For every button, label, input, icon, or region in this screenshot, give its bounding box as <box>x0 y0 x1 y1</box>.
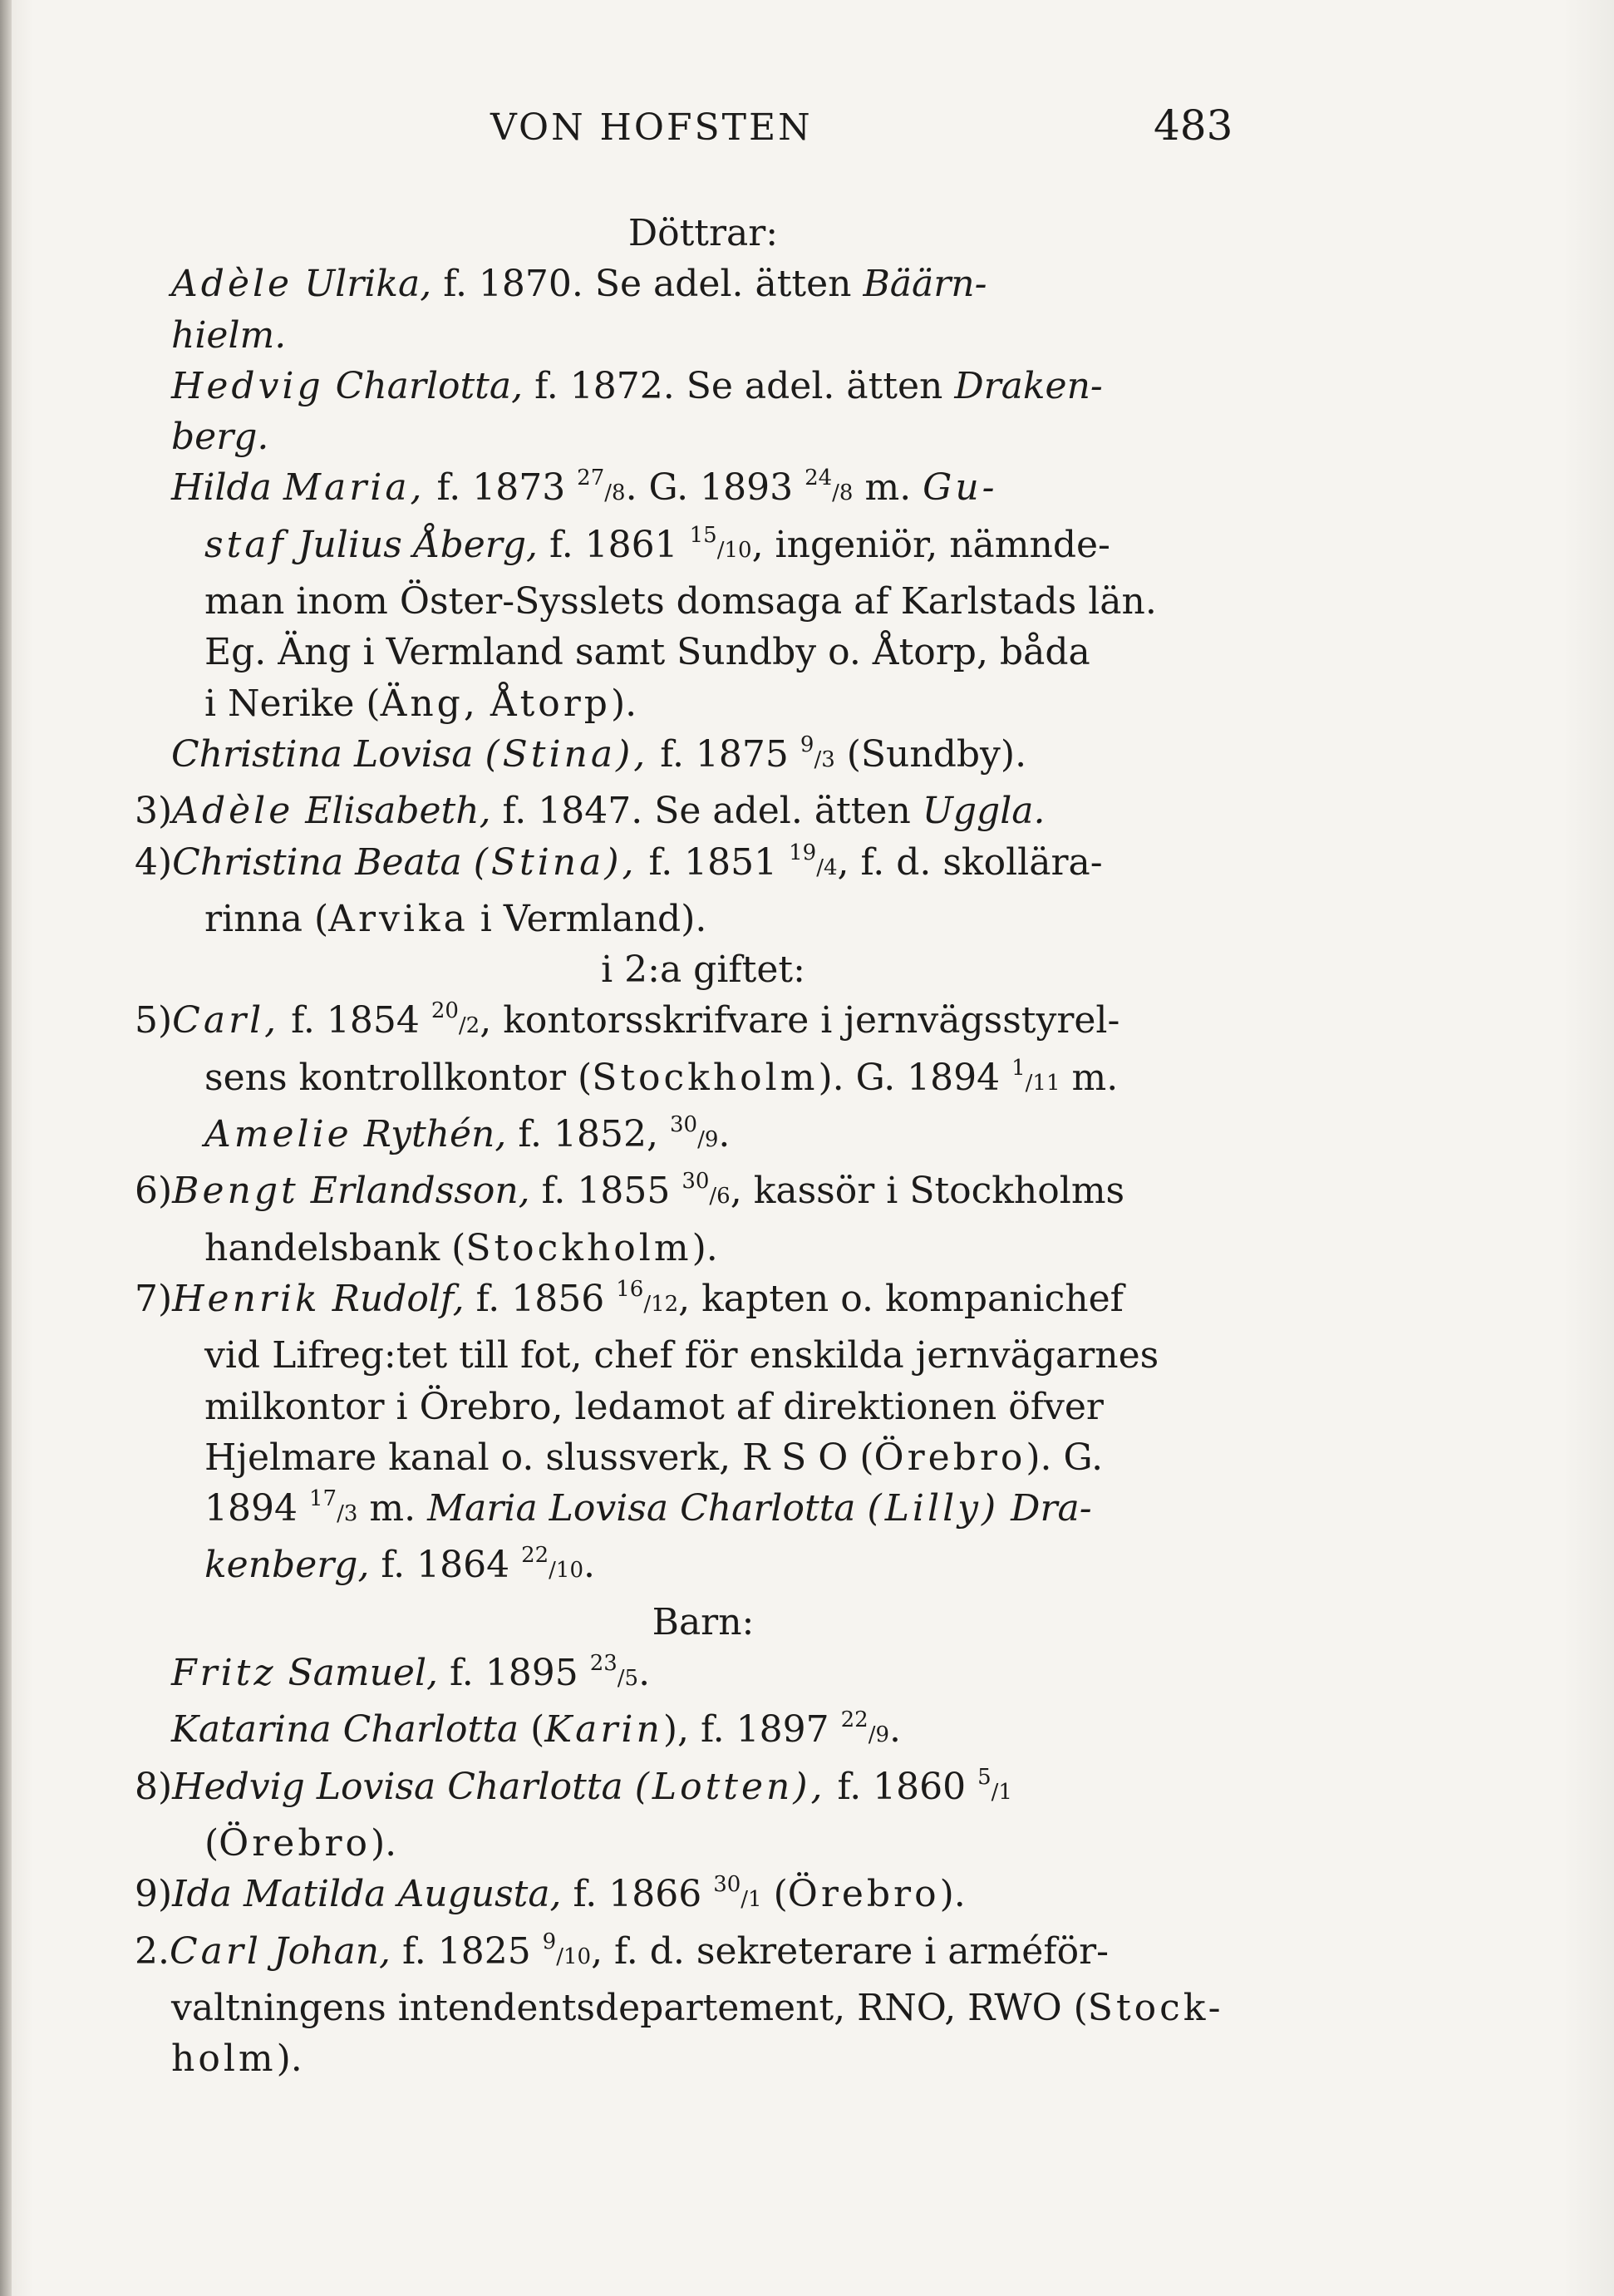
text-line <box>171 1223 1235 1274</box>
date-month-subscript: /1 <box>991 1779 1012 1805</box>
person-name: Charlotta, <box>335 364 524 407</box>
person-name: Elisabeth, <box>305 790 491 833</box>
text-line <box>171 1704 1235 1761</box>
text-line <box>171 1540 1235 1596</box>
running-header-title: VON HOFSTEN <box>490 106 813 149</box>
text-line <box>171 894 1235 944</box>
text-line <box>171 1330 1235 1381</box>
text-line <box>171 1648 1235 1704</box>
person-name: Karin <box>544 1708 663 1752</box>
date-month-subscript: /8 <box>832 480 854 506</box>
date-day-superscript: 9 <box>800 732 814 757</box>
date-day-superscript: 19 <box>789 840 817 865</box>
date-month-subscript: /8 <box>604 480 626 506</box>
text-run: f. 1855 <box>529 1170 682 1213</box>
text-run: i 2:a giftet: <box>601 948 805 992</box>
text-run: m. <box>853 466 923 510</box>
date-day-superscript: 5 <box>977 1764 992 1790</box>
person-name: (Stina), <box>485 732 649 776</box>
text-run <box>352 1113 364 1155</box>
person-name: Henrik <box>172 1277 321 1320</box>
text-run <box>324 365 336 407</box>
entry-number: 8) <box>135 1765 173 1808</box>
section-heading <box>171 1597 1235 1648</box>
date-day-superscript: 20 <box>431 998 459 1024</box>
date-day-superscript: 17 <box>308 1486 337 1512</box>
person-name: Maria Lovisa Charlotta <box>427 1487 856 1530</box>
person-name: staf <box>204 523 287 566</box>
text-run: Stock- <box>1087 1986 1224 2029</box>
text-run: Stockholm <box>592 1056 819 1099</box>
date-month-subscript: /10 <box>549 1558 584 1584</box>
person-name: Maria, <box>283 466 426 510</box>
text-line <box>171 627 1235 677</box>
text-run: Hjelmare kanal o. slussverk, R S O ( <box>204 1436 874 1479</box>
date-month-subscript: /12 <box>643 1291 679 1317</box>
text-run: i Vermland). <box>468 897 707 940</box>
person-name: (Lilly) <box>867 1487 1000 1530</box>
text-line <box>171 2033 1235 2084</box>
date-month-subscript: /10 <box>716 537 752 563</box>
text-run: f. 1873 <box>425 466 578 510</box>
text-line <box>135 1869 1235 1925</box>
date-day-superscript: 22 <box>840 1707 869 1733</box>
text-run: ), f. 1897 <box>662 1708 841 1752</box>
date-day-superscript: 30 <box>713 1872 741 1898</box>
page-number: 483 <box>1154 101 1233 150</box>
page-binding-edge <box>0 0 12 2296</box>
text-run <box>299 1170 311 1212</box>
text-run <box>277 1652 288 1694</box>
text-line <box>171 576 1235 627</box>
text-run: Örebro <box>787 1873 940 1916</box>
text-run: 1894 <box>204 1487 309 1530</box>
person-name: Bengt <box>172 1170 299 1213</box>
entry-number: 3) <box>135 790 173 833</box>
text-line <box>171 1109 1235 1165</box>
text-run: Örebro <box>219 1821 372 1865</box>
person-name: Rudolf, <box>332 1277 465 1320</box>
text-line <box>171 259 1235 309</box>
text-run: m. <box>357 1487 428 1530</box>
person-name: hielm. <box>171 313 287 357</box>
text-line <box>171 520 1235 576</box>
person-name: Rythén, <box>363 1113 507 1156</box>
date-month-subscript: /10 <box>556 1944 592 1969</box>
text-run: f. 1847. Se adel. ätten <box>490 790 923 833</box>
text-run: valtningens intendentsdepartement, RNO, RWO ( <box>171 1986 1088 2029</box>
date-day-superscript: 23 <box>589 1651 618 1677</box>
text-run: rinna ( <box>204 897 329 940</box>
text-line <box>171 1483 1235 1540</box>
text-run: . G. 1893 <box>625 466 805 510</box>
text-line <box>135 1761 1235 1818</box>
date-day-superscript: 16 <box>616 1276 644 1302</box>
date-day-superscript: 22 <box>521 1543 549 1569</box>
text-run: f. 1854 <box>279 999 431 1042</box>
text-run: f. 1852, <box>506 1113 670 1156</box>
text-run <box>999 1487 1011 1530</box>
date-month-subscript: /1 <box>741 1887 762 1913</box>
entry-number: 7) <box>135 1277 173 1320</box>
person-name: (Stina), <box>473 840 637 884</box>
text-run: f. 1864 <box>369 1544 522 1587</box>
text-run: ). <box>371 1821 397 1865</box>
text-line <box>135 1165 1235 1222</box>
text-run: Äng, <box>380 682 479 725</box>
text-run: Örebro <box>873 1436 1026 1479</box>
entry-number: 4) <box>135 840 173 884</box>
text-run: ). <box>276 2037 303 2081</box>
person-name: Samuel, <box>288 1652 439 1695</box>
date-month-subscript: /3 <box>337 1501 358 1527</box>
text-run <box>293 263 304 305</box>
text-run: Barn: <box>652 1600 755 1643</box>
text-line <box>135 1274 1235 1330</box>
date-day-superscript: 24 <box>805 466 833 491</box>
text-line <box>171 678 1235 729</box>
text-run: f. 1875 <box>648 732 800 776</box>
text-run: , kapten o. kompanichef <box>678 1277 1124 1320</box>
text-line <box>135 995 1235 1052</box>
date-month-subscript: /6 <box>709 1184 731 1210</box>
text-run: Döttrar: <box>627 212 779 254</box>
date-day-superscript: 27 <box>577 466 605 491</box>
text-run: ( <box>519 1708 545 1752</box>
text-run <box>262 1930 273 1973</box>
text-run <box>272 466 283 509</box>
date-day-superscript: 9 <box>542 1929 557 1954</box>
person-name: Draken- <box>954 364 1103 407</box>
text-run: . <box>718 1113 731 1156</box>
text-run: , kassör i Stockholms <box>730 1170 1125 1213</box>
person-name: Hedvig Lovisa Charlotta <box>172 1765 623 1808</box>
date-month-subscript: /11 <box>1025 1070 1060 1096</box>
text-run: , f. d. sekreterare i arméför- <box>591 1929 1110 1973</box>
date-day-superscript: 30 <box>682 1169 710 1195</box>
text-run: Eg. Äng i Vermland samt Sundby o. Åtorp, båda <box>204 631 1090 674</box>
date-month-subscript: /5 <box>617 1666 639 1692</box>
text-run: ( <box>204 1821 219 1865</box>
date-day-superscript: 1 <box>1011 1055 1026 1081</box>
text-run: Åtorp <box>490 682 611 725</box>
text-run: milkontor i Örebro, ledamot af direktionen öfver <box>204 1385 1104 1428</box>
text-line <box>135 837 1235 894</box>
person-name: Matilda Augusta, <box>243 1873 562 1916</box>
person-name: kenberg, <box>204 1544 370 1587</box>
text-run: f. 1870. Se adel. ätten <box>431 263 864 306</box>
date-month-subscript: /4 <box>816 855 838 880</box>
person-name: Dra- <box>1011 1487 1092 1530</box>
person-name: Katarina Charlotta <box>171 1708 519 1752</box>
date-month-subscript: /2 <box>458 1013 480 1039</box>
text-run <box>856 1487 868 1530</box>
person-name: Adèle <box>172 790 294 833</box>
text-line <box>171 361 1235 411</box>
text-run: ). <box>939 1873 966 1916</box>
person-name: Christina Lovisa <box>171 732 474 776</box>
text-run: f. 1860 <box>825 1765 978 1808</box>
text-run: f. 1895 <box>438 1652 590 1695</box>
person-name: Carl, <box>172 999 280 1042</box>
text-run: (Sundby). <box>834 732 1027 776</box>
entry-number: 2. <box>135 1929 170 1973</box>
text-run: . <box>638 1652 651 1695</box>
person-name: Julius Åberg, <box>298 523 538 566</box>
text-line <box>171 1382 1235 1432</box>
person-name: Gu- <box>923 466 998 510</box>
text-run: Arvika <box>328 897 469 940</box>
text-run: handelsbank ( <box>204 1226 466 1269</box>
text-run: m. <box>1060 1056 1119 1099</box>
text-run: ( <box>761 1873 788 1916</box>
text-line <box>171 1983 1235 2033</box>
text-run: . <box>889 1708 902 1752</box>
text-run: ). G. 1894 <box>818 1056 1012 1099</box>
text-run <box>232 1873 244 1915</box>
person-name: Amelie <box>204 1113 352 1156</box>
text-run: , kontorsskrifvare i jernvägsstyrel- <box>480 999 1120 1042</box>
text-run: man inom Öster-Sysslets domsaga af Karlstads län. <box>204 580 1157 623</box>
text-line <box>135 1926 1235 1983</box>
date-month-subscript: /3 <box>814 746 835 772</box>
text-line <box>171 1432 1235 1483</box>
text-line <box>171 1818 1235 1869</box>
person-name: Fritz <box>171 1652 277 1695</box>
date-month-subscript: /9 <box>868 1722 890 1748</box>
person-name: Bäärn- <box>863 263 987 306</box>
text-run <box>293 790 305 832</box>
text-run: ). <box>691 1226 718 1269</box>
entry-number: 9) <box>135 1873 173 1916</box>
text-run: f. 1856 <box>464 1277 617 1320</box>
text-run <box>479 682 490 725</box>
text-run <box>462 841 474 884</box>
person-name: Hilda <box>171 466 272 510</box>
text-run: i Nerike ( <box>204 682 381 725</box>
text-run: f. 1851 <box>637 840 790 884</box>
text-run: , ingeniör, nämnde- <box>751 523 1110 566</box>
text-run <box>623 1766 635 1808</box>
person-name: berg. <box>171 416 269 459</box>
person-name: Adèle <box>171 263 293 306</box>
person-name: Johan, <box>273 1929 391 1973</box>
person-name: Erlandsson, <box>310 1170 530 1213</box>
text-run: sens kontrollkontor ( <box>204 1056 593 1099</box>
text-line <box>171 411 1235 462</box>
text-line <box>135 786 1235 836</box>
text-run: ). G. <box>1026 1436 1104 1479</box>
person-name: Ulrika, <box>304 263 432 306</box>
text-run: holm <box>171 2037 277 2081</box>
person-name: Hedvig <box>171 364 324 407</box>
date-day-superscript: 15 <box>689 522 717 548</box>
text-run: f. 1866 <box>561 1873 714 1916</box>
text-run: , f. d. skollära- <box>837 840 1103 884</box>
date-day-superscript: 30 <box>669 1112 698 1138</box>
text-run: f. 1872. Se adel. ätten <box>523 364 955 407</box>
text-line <box>171 462 1235 519</box>
text-line <box>171 729 1235 786</box>
text-line <box>171 310 1235 361</box>
genealogy-text-block <box>135 208 1235 2084</box>
text-run: . <box>583 1544 596 1587</box>
entry-number: 6) <box>135 1170 173 1213</box>
section-heading <box>171 208 1235 259</box>
section-heading <box>171 944 1235 995</box>
person-name: Carl <box>169 1929 262 1973</box>
text-run <box>321 1278 332 1320</box>
date-month-subscript: /9 <box>697 1127 719 1153</box>
text-run: f. 1861 <box>537 523 690 566</box>
entry-number: 5) <box>135 999 173 1042</box>
text-run <box>287 524 298 566</box>
text-run: Stockholm <box>465 1226 692 1269</box>
person-name: Christina Beata <box>172 840 462 884</box>
person-name: (Lotten), <box>634 1765 826 1808</box>
person-name: Uggla. <box>922 790 1046 833</box>
text-run: ). <box>610 682 637 725</box>
text-run: f. 1825 <box>391 1929 543 1973</box>
text-line <box>171 1052 1235 1109</box>
person-name: Ida <box>172 1873 232 1916</box>
text-run <box>473 733 485 776</box>
text-run: vid Lifreg:tet till fot, chef för enskilda jernvägarnes <box>204 1334 1159 1377</box>
